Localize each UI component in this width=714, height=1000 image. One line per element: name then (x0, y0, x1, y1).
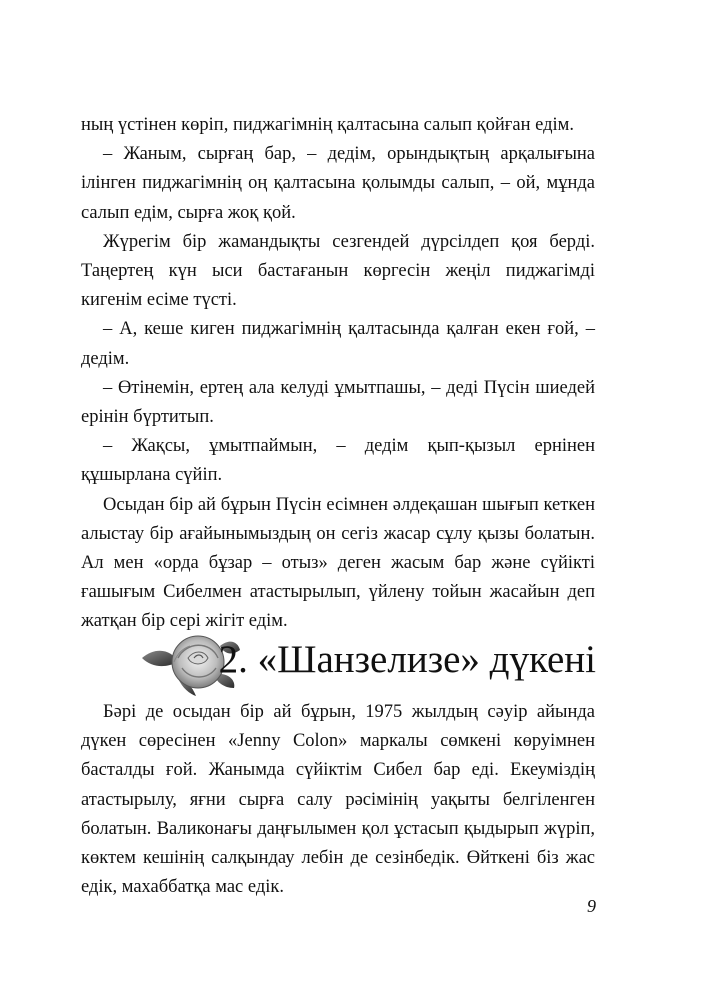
paragraph: Жүрегім бір жамандықты сезгендей дүрсілдеп қоя берді. Таңертең күн ыси бастағанын көргесін жеңіл пиджагімді кигенім есіме түсті. (81, 231, 595, 311)
paragraph: Бәрі де осыдан бір ай бұрын, 1975 жылдың сәуір айында дүкен сөресінен «Jenny Colon» маркалы сөмкені көруімнен басталды ғой. Жанымда сүйіктім Сибел бар еді. Екеуміздің атастырылу, яғни сырға салу рәсімінің уақыты белгіленген болатын. Валиконағы даңғылымен қол ұстасып қыдырып жүріп, көктем кешінің салқындау лебін де сезінбедік. Өйткені біз жас едік, махаббатқа мас едік. (81, 702, 595, 898)
page-number: 9 (587, 896, 596, 916)
paragraph: – Жаным, сырғаң бар, – дедім, орындықтың арқалығына ілінген пиджагімнің оң қалтасына қолымды салып, – ой, мұнда салып едім, сырға жоқ қой. (81, 144, 595, 223)
chapter-heading (138, 628, 598, 698)
paragraph: – Жақсы, ұмытпаймын, – дедім қып-қызыл ернінен құшырлана сүйіп. (81, 436, 595, 486)
body-text-chapter (81, 698, 595, 902)
paragraph: – Өтінемін, ертең ала келуді ұмытпашы, – деді Пүсін шиедей ерінін бүртитып. (81, 377, 595, 428)
paragraph: ның үстінен көріп, пиджагімнің қалтасына салып қойған едім. (81, 115, 574, 135)
paragraph: Осыдан бір ай бұрын Пүсін есімнен әлдеқашан шығып кеткен алыстау бір ағайынымыздың он сегіз жасар сұлу қызы болатын. Ал мен «орда бұзар – отыз» деген жасым бар және сүйікті ғашығым Сибелмен атастырылып, үйлену тойын жасайын деп жатқан бір сері жігіт едім. (81, 494, 595, 632)
chapter-title: 2. «Шанзелизе» дүкені (218, 638, 596, 681)
body-text-top (81, 111, 595, 637)
paragraph: – А, кеше киген пиджагімнің қалтасында қалған екен ғой, – дедім. (81, 319, 595, 369)
